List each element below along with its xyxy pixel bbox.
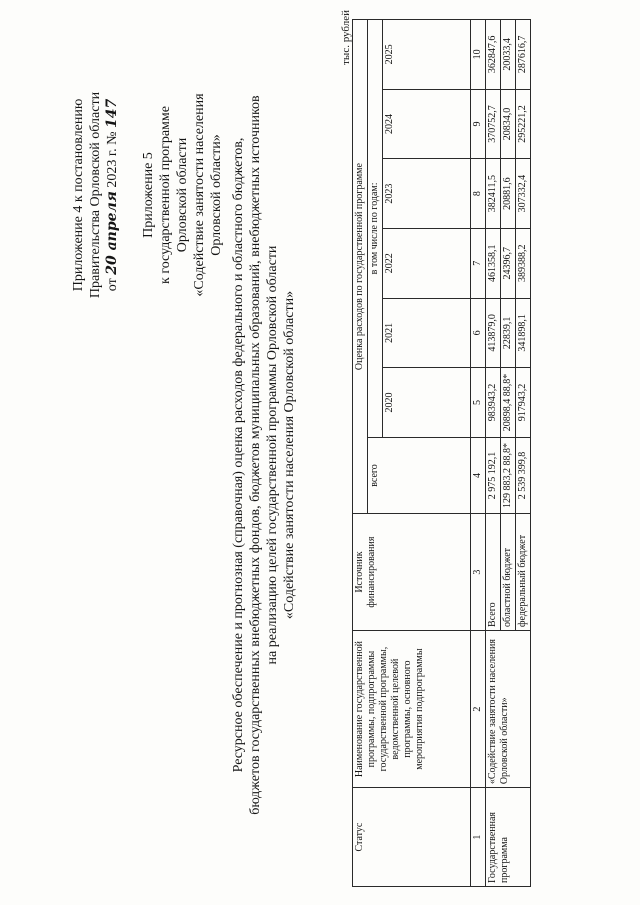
header-name: Наименование государственной программы, подпрограммы государственной программы, ведомственной целевой программы, основного мероприятия подпрограммы [353, 630, 471, 787]
units-label: тыс. рублей [340, 10, 352, 65]
header-estimate: Оценка расходов по государственной программе [353, 20, 368, 514]
header-status: Статус [353, 788, 471, 887]
decree-line-2: Правительства Орловской области [88, 91, 103, 299]
appendix-line-2: к государственной программе [158, 106, 173, 284]
source-cell: областной бюджет [501, 514, 516, 631]
appendix-line-5: Орловской области» [209, 134, 224, 256]
decree-line-3: от 20 апреля 2023 г. № 147 [104, 98, 120, 292]
header-source: Источник финансирования [353, 514, 471, 631]
title-line-3: на реализацию целей государственной программы Орловской области [265, 245, 280, 665]
handwritten-number-mark: 147 [104, 98, 120, 129]
appendix-line-3: Орловской области [175, 137, 190, 253]
table-row: федеральный бюджет 2 539 399,8 917943,2 341898,1 389388,2 307332,4 295221,2 287616,7 [516, 20, 531, 887]
decree-header [70, 45, 121, 345]
header-year-2023: 2023 [383, 159, 471, 229]
title-line-4: «Содействие занятости населения Орловской области» [282, 290, 297, 620]
appendix-header [140, 45, 225, 345]
document-title [230, 25, 298, 885]
header-year-2020: 2020 [383, 368, 471, 438]
title-line-1: Ресурсное обеспечение и прогнозная (справочная) оценка расходов федерального и областного бюджетов, [231, 137, 246, 773]
program-name-cell: «Содействие занятости населения Орловской области» [486, 630, 531, 787]
header-year-2022: 2022 [383, 228, 471, 298]
source-cell: федеральный бюджет [516, 514, 531, 631]
decree-line-1: Приложение 4 к постановлению [71, 98, 86, 292]
table-row: Государственная программа «Содействие занятости населения Орловской области» Всего 2 975 192,1 983943,2 413879,0 461358,1 382411,5 370752,7 362847,6 [486, 20, 501, 887]
table-row: областной бюджет 129 883,2 88,8* 20898,4 88,8* 22839,1 24396,7 20881,6 20834,0 20033,4 [501, 20, 516, 887]
header-total: всего [368, 437, 471, 513]
status-cell: Государственная программа [486, 788, 531, 887]
expenses-table [352, 19, 531, 887]
appendix-line-1: Приложение 5 [141, 152, 156, 238]
header-by-years: в том числе по годам: [368, 20, 383, 438]
header-year-2021: 2021 [383, 298, 471, 368]
appendix-line-4: «Содействие занятости населения [192, 93, 207, 297]
header-year-2025: 2025 [383, 20, 471, 90]
source-cell: Всего [486, 514, 501, 631]
header-year-2024: 2024 [383, 89, 471, 159]
title-line-2: бюджетов государственных внебюджетных фондов, бюджетов муниципальных образований, внебюджетных источников [248, 95, 263, 815]
column-number-row: 1 2 3 4 5 6 7 8 9 10 [471, 20, 486, 887]
handwritten-date-mark: 20 апреля [104, 191, 120, 275]
